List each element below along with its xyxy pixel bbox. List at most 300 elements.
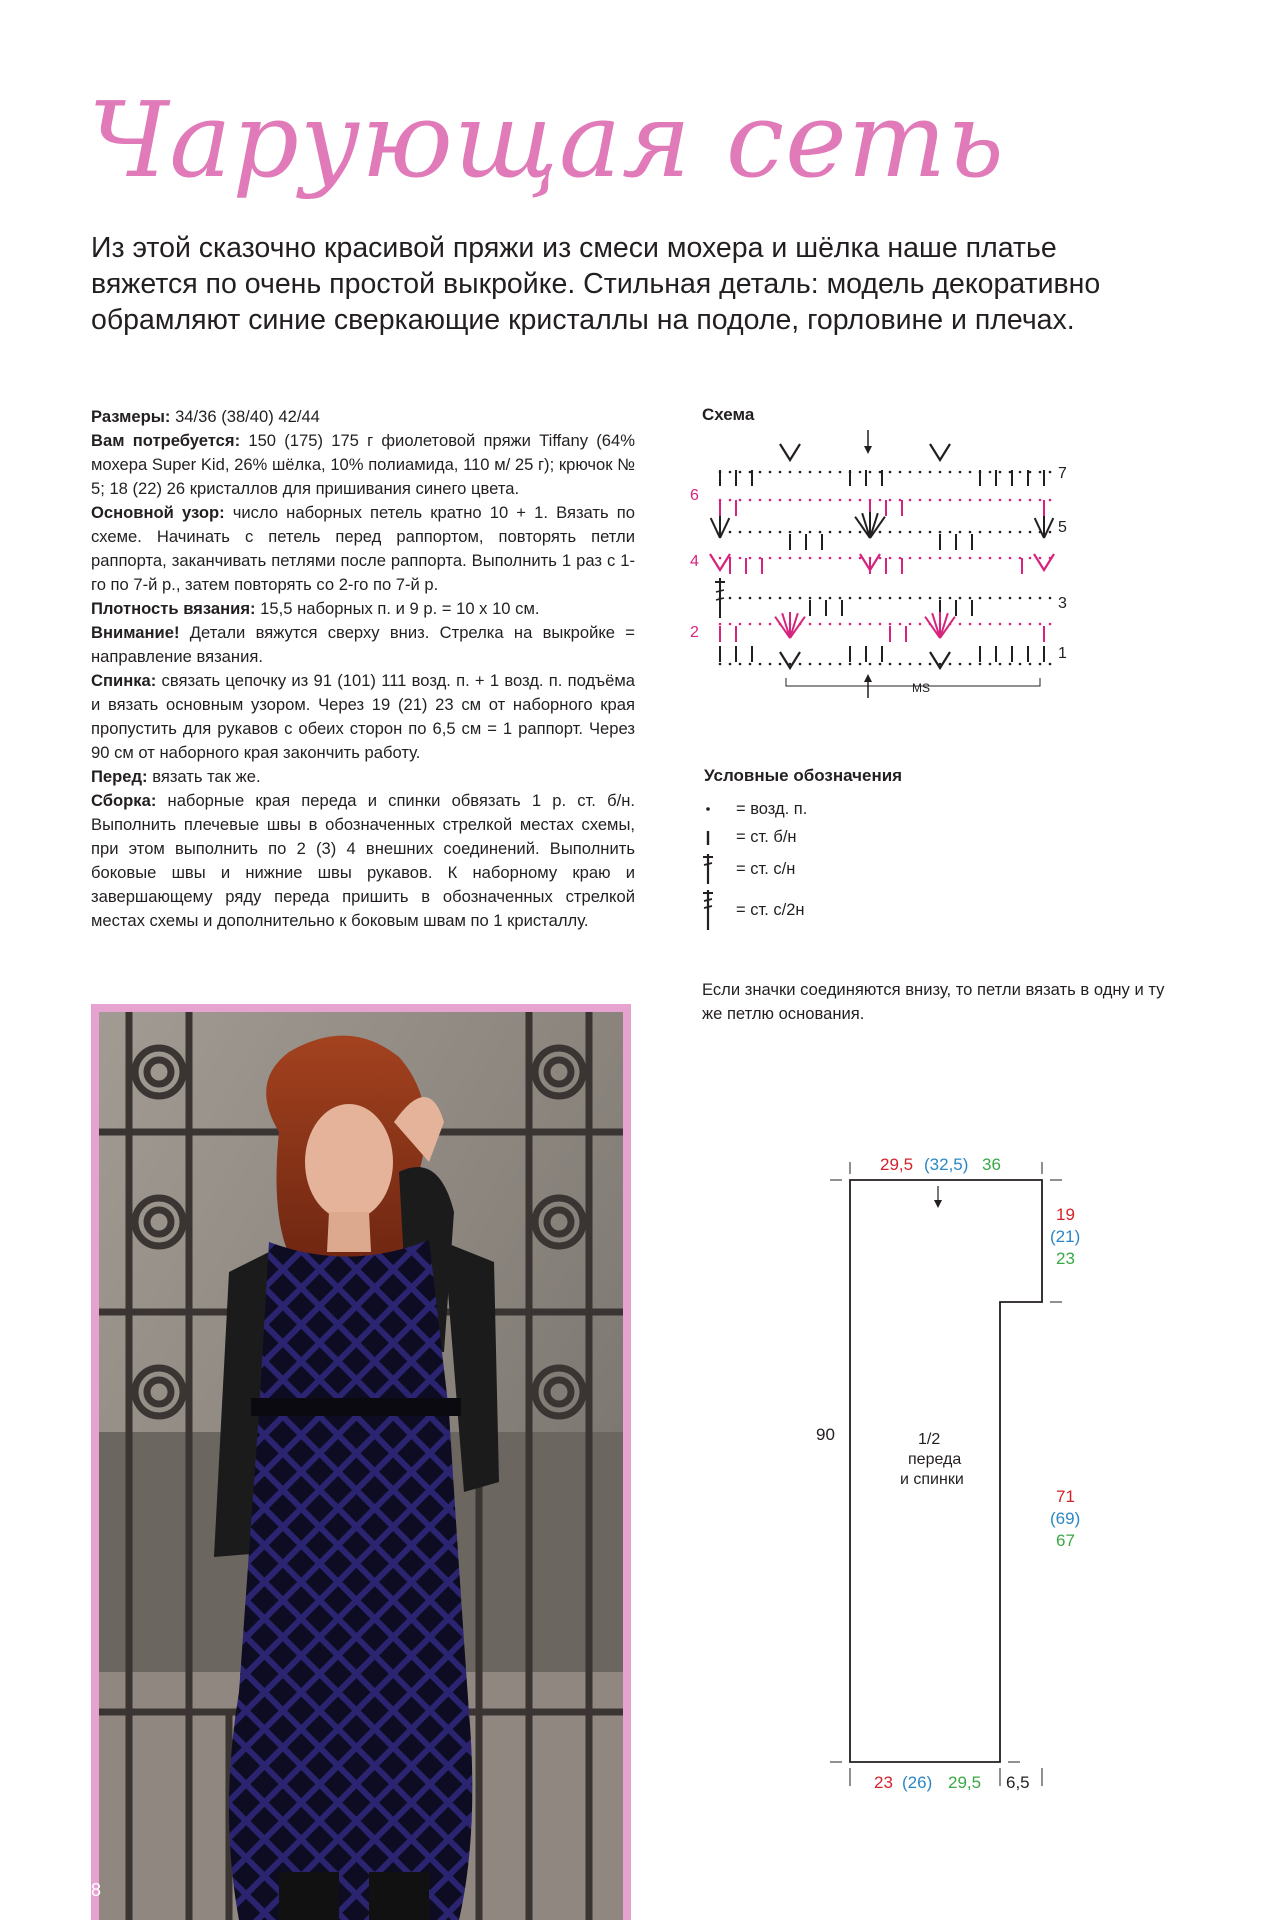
chain-stitch [829,499,832,502]
chain-stitch [869,471,872,474]
chain-stitch [779,557,782,560]
chain-stitch [939,531,942,534]
row-number: 2 [690,624,699,641]
chain-stitch [959,597,962,600]
chain-stitch [949,663,952,666]
chain-stitch [879,499,882,502]
chain-stitch [889,471,892,474]
fan-stitch [775,617,790,638]
chain-stitch [819,623,822,626]
chain-stitch [779,499,782,502]
chain-stitch [1039,499,1042,502]
chain-stitch [899,597,902,600]
legend-item [700,823,1000,851]
spec-paragraph [91,597,635,621]
spec-paragraph [91,669,635,765]
chain-stitch [849,597,852,600]
v-stitch [930,444,950,460]
spec-label: Спинка: [91,671,157,690]
chain-stitch [1049,499,1052,502]
chain-stitch [849,531,852,534]
dot-icon [700,795,736,823]
chain-stitch [1029,531,1032,534]
chain-stitch [879,471,882,474]
chain-stitch [809,471,812,474]
chain-stitch [799,471,802,474]
top-size-b: (32,5) [924,1155,969,1174]
chain-stitch [989,623,992,626]
chain-stitch [1049,663,1052,666]
chain-stitch [759,471,762,474]
v-stitch [930,652,950,668]
chain-stitch [889,499,892,502]
v-stitch [780,444,800,460]
side-size-c: 67 [1056,1531,1075,1550]
spec-paragraph [91,405,635,429]
chain-stitch [839,557,842,560]
chain-stitch [749,623,752,626]
spec-paragraph [91,621,635,669]
chain-stitch [909,557,912,560]
legend-text: = ст. б/н [736,827,797,846]
chain-stitch [809,499,812,502]
row-number: 5 [1058,519,1067,536]
chain-stitch [949,499,952,502]
chain-stitch [1039,557,1042,560]
v-stitch [710,554,730,570]
chain-stitch [829,623,832,626]
fan-stitch [870,517,885,538]
spec-text: Детали вяжутся сверху вниз. Стрелка на выкройке = направление вязания. [91,623,635,666]
chain-stitch [989,531,992,534]
chain-stitch [859,623,862,626]
spec-paragraph [91,765,635,789]
armhole-size-c: 23 [1056,1249,1075,1268]
side-size-b: (69) [1050,1509,1081,1528]
chain-stitch [909,663,912,666]
chain-stitch [919,663,922,666]
chain-stitch [989,499,992,502]
chain-stitch [979,623,982,626]
fan-stitch [862,513,870,538]
instructions [91,405,635,933]
chain-stitch [799,531,802,534]
chain-stitch [929,531,932,534]
chain-stitch [729,531,732,534]
chain-stitch [949,597,952,600]
chain-stitch [729,499,732,502]
chain-stitch [1039,623,1042,626]
chain-stitch [739,499,742,502]
chain-stitch [729,471,732,474]
chain-stitch [949,531,952,534]
chain-stitch [739,531,742,534]
chain-stitch [999,557,1002,560]
legend-note: Если значки соединяются внизу, то петли вязать в одну и ту же петлю основания. [702,980,1165,1023]
chain-stitch [809,557,812,560]
chain-stitch [899,557,902,560]
chain-stitch [879,531,882,534]
fan-stitch [720,518,729,538]
chain-stitch [769,499,772,502]
dtr-stitch [716,590,724,592]
chain-stitch [789,471,792,474]
chain-stitch [1019,531,1022,534]
chain-stitch [959,499,962,502]
chain-stitch [829,471,832,474]
chain-stitch [859,499,862,502]
chain-stitch [919,499,922,502]
fan-stitch [940,613,948,638]
chain-stitch [839,663,842,666]
chain-stitch [909,471,912,474]
chain-stitch [869,623,872,626]
chain-stitch [769,663,772,666]
chain-stitch [999,531,1002,534]
armhole-size-a: 19 [1056,1205,1075,1224]
chain-stitch [849,557,852,560]
chain-stitch [749,499,752,502]
chain-stitch [899,663,902,666]
chain-stitch [729,623,732,626]
chain-stitch [959,471,962,474]
chain-stitch [719,623,722,626]
chain-stitch [929,471,932,474]
chain-stitch [919,623,922,626]
chain-stitch [979,499,982,502]
chain-stitch [829,597,832,600]
top-size-a: 29,5 [880,1155,914,1174]
chain-stitch [759,499,762,502]
chain-stitch [839,623,842,626]
chain-stitch [939,471,942,474]
chain-stitch [959,663,962,666]
center-label: переда [908,1451,962,1468]
spec-text: 150 (175) 175 г фиолетовой пряжи Tiffany (64% мохера Super Kid, 26% шёлка, 10% полиамида, 110 м/ 25 г); крючок № 5; 18 (22) 26 кристаллов для пришивания синего цвета. [91,431,635,498]
intro-line: обрамляют синие сверкающие кристаллы на подоле, горловине и плечах. [91,304,1075,336]
chain-stitch [899,471,902,474]
chain-stitch [1029,663,1032,666]
chain-stitch [739,557,742,560]
chain-stitch [979,531,982,534]
chain-stitch [859,531,862,534]
chain-stitch [819,597,822,600]
spec-label: Вам потребуется: [91,431,241,450]
schema-label: Схема [702,405,755,424]
spec-paragraph [91,429,635,501]
bar-icon [700,823,736,851]
chain-stitch [979,557,982,560]
chain-stitch [999,499,1002,502]
chain-stitch [769,597,772,600]
chain-stitch [939,557,942,560]
chain-stitch [1019,557,1022,560]
chain-stitch [889,663,892,666]
chain-stitch [729,597,732,600]
chain-stitch [809,663,812,666]
spec-label: Перед: [91,767,148,786]
chain-stitch [1039,597,1042,600]
row-number: 1 [1058,645,1067,662]
chain-stitch [819,663,822,666]
legend-text: = ст. с/2н [736,900,805,919]
chain-stitch [779,597,782,600]
chain-stitch [969,557,972,560]
chain-stitch [889,531,892,534]
chain-stitch [989,663,992,666]
length-label: 90 [816,1425,835,1444]
chain-stitch [899,623,902,626]
fan-stitch [790,613,798,638]
chain-stitch [1009,597,1012,600]
model-photo [99,1012,623,1920]
fan-stitch [870,513,878,538]
chain-stitch [929,557,932,560]
spec-paragraph [91,501,635,597]
chain-stitch [839,597,842,600]
center-label: и спинки [900,1471,964,1488]
chain-stitch [769,557,772,560]
chain-stitch [759,557,762,560]
chain-stitch [1019,499,1022,502]
chain-stitch [919,597,922,600]
chain-stitch [919,471,922,474]
chain-stitch [969,597,972,600]
chain-stitch [939,597,942,600]
repeat-arrow [864,674,872,682]
chain-stitch [989,597,992,600]
chain-stitch [929,597,932,600]
chain-stitch [739,663,742,666]
chain-stitch [1039,471,1042,474]
legend [700,795,1000,933]
spec-paragraph [91,789,635,933]
chain-stitch [869,663,872,666]
chain-stitch [799,499,802,502]
spec-text: вязать так же. [147,767,261,786]
chain-stitch [999,623,1002,626]
spec-label: Сборка: [91,791,157,810]
fan-stitch [940,617,955,638]
chain-stitch [969,471,972,474]
pattern-diagram [800,1140,1100,1800]
chain-stitch [889,597,892,600]
row-number: 7 [1058,465,1067,482]
dtr-stitch [716,598,724,600]
chain-stitch [959,531,962,534]
chain-stitch [819,557,822,560]
center-label: 1/2 [918,1431,941,1448]
spec-text: связать цепочку из 91 (101) 111 возд. п. + 1 возд. п. подъёма и вязать основным узором. Через 19 (21) 23 см от наборного края пропустить для рукавов с обеих сторон по 6,5 см = 1 раппорт. Через 90 см от наборного края закончить работу. [91,671,635,762]
chain-stitch [839,531,842,534]
chain-stitch [1049,531,1052,534]
page-number: 8 [91,1880,102,1900]
spec-text: число наборных петель кратно 10 + 1. Вязать по схеме. Начинать с петель перед раппортом, повторять петли раппорта, заканчивать петлями после раппорта. Выполнить 1 раз с 1-го по 7-й р., затем повторять со 2-го по 7-й р. [91,503,635,594]
chain-stitch [729,663,732,666]
chain-stitch [779,531,782,534]
spec-label: Внимание! [91,623,180,642]
page-title: Чарующая сеть [88,79,1005,201]
top-size-c: 36 [982,1155,1001,1174]
chain-stitch [1009,499,1012,502]
chain-stitch [889,623,892,626]
chain-stitch [929,663,932,666]
chain-stitch [879,663,882,666]
chain-stitch [909,623,912,626]
chain-stitch [1029,623,1032,626]
chain-stitch [949,557,952,560]
chain-stitch [759,597,762,600]
dtr-icon [700,887,736,933]
chain-stitch [999,663,1002,666]
chain-stitch [839,471,842,474]
chain-stitch [769,531,772,534]
chain-stitch [1019,471,1022,474]
chain-stitch [1029,471,1032,474]
chain-stitch [929,499,932,502]
chain-stitch [899,499,902,502]
bottom-size-a: 23 [874,1773,893,1792]
chain-stitch [889,557,892,560]
chain-stitch [789,531,792,534]
spec-label: Основной узор: [91,503,225,522]
side-size-a: 71 [1056,1487,1075,1506]
bottom-size-b: (26) [902,1773,933,1792]
chain-stitch [789,597,792,600]
chain-stitch [759,531,762,534]
chain-stitch [719,557,722,560]
intro-line: вяжется по очень простой выкройке. Стильная деталь: модель декоративно [91,268,1101,300]
chain-stitch [799,663,802,666]
chain-stitch [909,597,912,600]
fan-stitch [1044,518,1053,538]
chain-stitch [829,557,832,560]
chain-stitch [1009,531,1012,534]
chain-stitch [739,623,742,626]
chain-stitch [1029,597,1032,600]
row-number: 4 [690,553,699,570]
chain-stitch [969,499,972,502]
chain-stitch [1009,471,1012,474]
bottom-size-c: 29,5 [948,1773,982,1792]
chain-stitch [739,471,742,474]
fan-stitch [782,613,790,638]
chain-stitch [849,663,852,666]
chain-stitch [849,499,852,502]
legend-text: = возд. п. [736,799,808,818]
legend-item [700,795,1000,823]
chain-stitch [809,623,812,626]
chain-stitch [919,557,922,560]
chain-stitch [809,597,812,600]
row-number: 3 [1058,595,1067,612]
chain-stitch [749,531,752,534]
chain-stitch [969,531,972,534]
chain-stitch [909,531,912,534]
chain-stitch [819,499,822,502]
chain-stitch [799,597,802,600]
chain-stitch [959,557,962,560]
legend-item [700,851,1000,887]
chain-stitch [819,471,822,474]
chart-marks [710,430,1054,698]
chain-stitch [809,531,812,534]
fan-stitch [932,613,940,638]
chain-stitch [829,663,832,666]
chain-stitch [989,471,992,474]
chain-stitch [999,471,1002,474]
chain-stitch [789,499,792,502]
chain-stitch [759,623,762,626]
chain-stitch [1009,557,1012,560]
spec-text: наборные края переда и спинки обвязать 1 р. ст. б/н. Выполнить плечевые швы в обозначенных стрелкой местах схемы, при этом выполнить по 2 (3) 4 внешних соединений. Выполнить боковые швы и нижние швы рукавов. К наборному краю и завершающему ряду переда пришить в обозначенных стрелкой местах схемы и дополнительно к боковым швам по 1 кристаллу. [91,791,635,930]
fan-stitch [855,517,870,538]
chain-stitch [859,471,862,474]
spec-text: 15,5 наборных п. и 9 р. = 10 х 10 см. [255,599,540,618]
chain-stitch [979,663,982,666]
crochet-chart [690,428,1080,708]
chain-stitch [749,597,752,600]
armhole-size-b: (21) [1050,1227,1081,1246]
chain-stitch [799,557,802,560]
chain-stitch [999,597,1002,600]
chain-stitch [779,663,782,666]
legend-title: Условные обозначения [704,766,903,785]
chain-stitch [869,597,872,600]
chain-stitch [1009,623,1012,626]
chain-stitch [719,663,722,666]
chain-stitch [969,663,972,666]
dc-icon [700,851,736,887]
chain-stitch [909,499,912,502]
chain-stitch [939,499,942,502]
spec-label: Плотность вязания: [91,599,256,618]
chain-stitch [769,623,772,626]
chain-stitch [969,623,972,626]
intro-text [91,230,1211,338]
chain-stitch [749,471,752,474]
sleeve-size: 6,5 [1006,1773,1030,1792]
chain-stitch [759,663,762,666]
chain-stitch [1039,663,1042,666]
fan-stitch [925,617,940,638]
fan-stitch [790,617,805,638]
row-number: 6 [690,487,699,504]
photo-frame [91,1004,631,1920]
chain-stitch [899,531,902,534]
legend-text: = ст. с/н [736,859,796,878]
chain-stitch [1049,623,1052,626]
chain-stitch [849,623,852,626]
chain-stitch [769,471,772,474]
chain-stitch [789,557,792,560]
chain-stitch [879,597,882,600]
chain-stitch [829,531,832,534]
chain-stitch [749,557,752,560]
intro-line: Из этой сказочно красивой пряжи из смеси мохера и шёлка наше платье [91,232,1057,264]
chain-stitch [979,597,982,600]
chain-stitch [949,471,952,474]
fan-stitch [711,518,720,538]
chain-stitch [919,531,922,534]
chain-stitch [1029,557,1032,560]
spec-label: Размеры: [91,407,171,426]
legend-item [700,887,1000,933]
chain-stitch [1019,663,1022,666]
chain-stitch [959,623,962,626]
fan-stitch [1035,518,1044,538]
chain-stitch [779,471,782,474]
